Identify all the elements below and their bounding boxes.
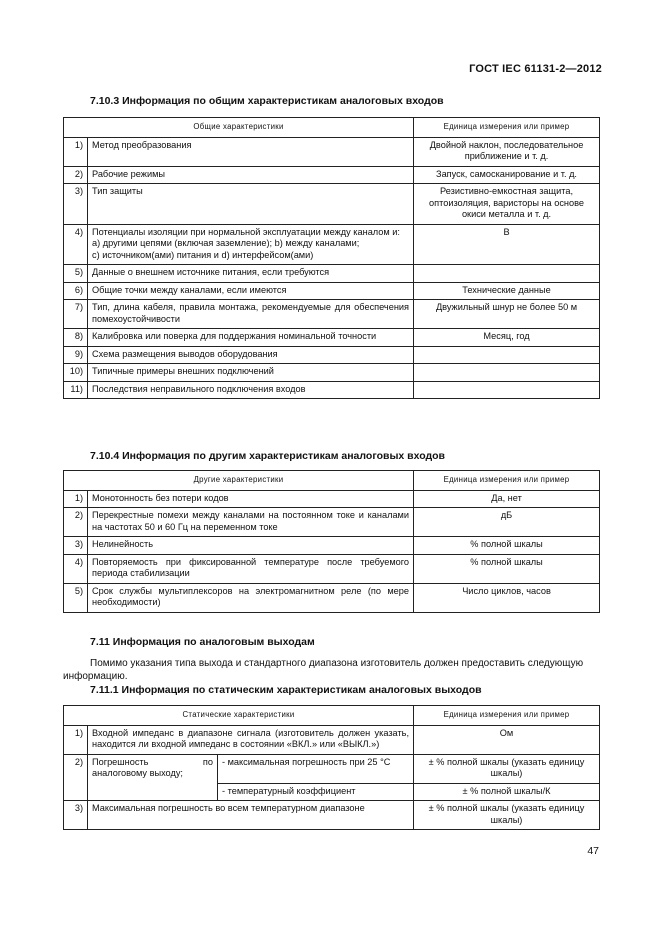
row-unit: Да, нет bbox=[414, 490, 600, 508]
row-characteristic-line: Потенциалы изоляции при нормальной эксплуатации между каналом и: bbox=[92, 226, 400, 237]
row-unit bbox=[414, 265, 600, 283]
row-unit: дБ bbox=[414, 508, 600, 537]
row-unit: Месяц, год bbox=[414, 329, 600, 347]
row-characteristic-line: а) другими цепями (включая заземление); b) между каналами; bbox=[92, 238, 360, 248]
standard-code: ГОСТ IEC 61131-2—2012 bbox=[469, 63, 602, 75]
table-row bbox=[64, 166, 600, 184]
page-number: 47 bbox=[587, 845, 599, 857]
row-unit: ± % полной шкалы/К bbox=[414, 783, 600, 801]
row-number: 6) bbox=[64, 282, 88, 300]
column-header-unit: Единица измерения или пример bbox=[414, 706, 600, 726]
row-number: 3) bbox=[64, 801, 88, 830]
table-row bbox=[64, 508, 600, 537]
row-unit: Технические данные bbox=[414, 282, 600, 300]
table-row bbox=[64, 583, 600, 612]
table-row bbox=[64, 346, 600, 364]
row-unit: ± % полной шкалы (указать единицу шкалы) bbox=[414, 754, 600, 783]
row-characteristic: Срок службы мультиплексоров на электромагнитном реле (по мере необходимости) bbox=[88, 583, 414, 612]
row-unit: ± % полной шкалы (указать единицу шкалы) bbox=[414, 801, 600, 830]
row-unit: В bbox=[414, 224, 600, 265]
table-row bbox=[64, 554, 600, 583]
row-number: 3) bbox=[64, 537, 88, 555]
row-unit bbox=[414, 381, 600, 399]
row-characteristic: Перекрестные помехи между каналами на постоянном токе и каналами на частотах 50 и 60 Гц на переменном токе bbox=[88, 508, 414, 537]
row-characteristic: Повторяемость при фиксированной температуре после требуемого периода стабилизации bbox=[88, 554, 414, 583]
section-7-11-1-title: 7.11.1 Информация по статическим характеристикам аналоговых выходов bbox=[90, 684, 482, 696]
row-number: 9) bbox=[64, 346, 88, 364]
table-row bbox=[64, 329, 600, 347]
row-unit: % полной шкалы bbox=[414, 554, 600, 583]
column-header-unit: Единица измерения или пример bbox=[414, 471, 600, 491]
row-number: 4) bbox=[64, 554, 88, 583]
table-row bbox=[64, 137, 600, 166]
row-characteristic: Метод преобразования bbox=[88, 137, 414, 166]
table-row bbox=[64, 725, 600, 754]
column-header-characteristic: Другие характеристики bbox=[64, 471, 414, 491]
table-row bbox=[64, 490, 600, 508]
row-number: 1) bbox=[64, 137, 88, 166]
column-header-characteristic: Статические характеристики bbox=[64, 706, 414, 726]
table-row bbox=[64, 300, 600, 329]
table-row bbox=[64, 381, 600, 399]
row-unit: Запуск, самосканирование и т. д. bbox=[414, 166, 600, 184]
general-characteristics-table bbox=[63, 117, 600, 399]
table-row bbox=[64, 364, 600, 382]
row-sub-characteristic: - температурный коэффициент bbox=[218, 783, 414, 801]
row-unit: Ом bbox=[414, 725, 600, 754]
row-characteristic: Максимальная погрешность во всем температурном диапазоне bbox=[88, 801, 414, 830]
table-header-row bbox=[64, 471, 600, 491]
section-7-11-paragraph: Помимо указания типа выхода и стандартного диапазона изготовитель должен предоставить следующую информацию. bbox=[63, 658, 584, 682]
section-7-11-title: 7.11 Информация по аналоговым выходам bbox=[90, 636, 315, 648]
row-characteristic: Монотонность без потери кодов bbox=[88, 490, 414, 508]
table-header-row bbox=[64, 118, 600, 138]
row-characteristic: Нелинейность bbox=[88, 537, 414, 555]
row-characteristic-line: с) источником(ами) питания и d) интерфейсом(ами) bbox=[92, 249, 314, 260]
row-unit bbox=[414, 364, 600, 382]
table-row bbox=[64, 282, 600, 300]
row-number: 2) bbox=[64, 754, 88, 801]
row-characteristic: Тип, длина кабеля, правила монтажа, рекомендуемые для обеспечения помехоустойчивости bbox=[88, 300, 414, 329]
table-row bbox=[64, 754, 600, 783]
row-unit: Число циклов, часов bbox=[414, 583, 600, 612]
column-header-unit: Единица измерения или пример bbox=[414, 118, 600, 138]
section-7-10-4-title: 7.10.4 Информация по другим характеристикам аналоговых входов bbox=[90, 450, 446, 462]
row-number: 2) bbox=[64, 166, 88, 184]
table-row bbox=[64, 224, 600, 265]
row-sub-characteristic: - максимальная погрешность при 25 °С bbox=[218, 754, 414, 783]
table-row bbox=[64, 801, 600, 830]
row-characteristic: Последствия неправильного подключения входов bbox=[88, 381, 414, 399]
table-row bbox=[64, 265, 600, 283]
static-characteristics-table bbox=[63, 705, 600, 830]
row-characteristic: Входной импеданс в диапазоне сигнала (изготовитель должен указать, находится ли входной импеданс в состоянии «ВКЛ.» или «ВЫКЛ.») bbox=[88, 725, 414, 754]
row-number: 1) bbox=[64, 725, 88, 754]
section-7-10-3-title: 7.10.3 Информация по общим характеристикам аналоговых входов bbox=[90, 95, 444, 107]
row-characteristic: Схема размещения выводов оборудования bbox=[88, 346, 414, 364]
row-number: 10) bbox=[64, 364, 88, 382]
row-characteristic: Общие точки между каналами, если имеются bbox=[88, 282, 414, 300]
table-row bbox=[64, 537, 600, 555]
row-unit: % полной шкалы bbox=[414, 537, 600, 555]
row-number: 3) bbox=[64, 184, 88, 225]
row-characteristic bbox=[88, 224, 414, 265]
row-characteristic: Тип защиты bbox=[88, 184, 414, 225]
table-row bbox=[64, 184, 600, 225]
row-number: 2) bbox=[64, 508, 88, 537]
table-header-row bbox=[64, 706, 600, 726]
other-characteristics-table bbox=[63, 470, 600, 613]
row-characteristic: Калибровка или поверка для поддержания номинальной точности bbox=[88, 329, 414, 347]
row-characteristic: Данные о внешнем источнике питания, если требуются bbox=[88, 265, 414, 283]
row-number: 8) bbox=[64, 329, 88, 347]
row-number: 7) bbox=[64, 300, 88, 329]
row-number: 4) bbox=[64, 224, 88, 265]
row-unit: Резистивно-емкостная защита, оптоизоляция, варисторы на основе окиси металла и т. д. bbox=[414, 184, 600, 225]
row-unit bbox=[414, 346, 600, 364]
row-number: 11) bbox=[64, 381, 88, 399]
row-number: 5) bbox=[64, 265, 88, 283]
row-unit: Двойной наклон, последовательное приближение и т. д. bbox=[414, 137, 600, 166]
row-number: 1) bbox=[64, 490, 88, 508]
row-characteristic: Погрешность по аналоговому выходу; bbox=[88, 754, 218, 801]
row-unit: Двужильный шнур не более 50 м bbox=[414, 300, 600, 329]
column-header-characteristic: Общие характеристики bbox=[64, 118, 414, 138]
row-characteristic: Рабочие режимы bbox=[88, 166, 414, 184]
row-number: 5) bbox=[64, 583, 88, 612]
row-characteristic: Типичные примеры внешних подключений bbox=[88, 364, 414, 382]
